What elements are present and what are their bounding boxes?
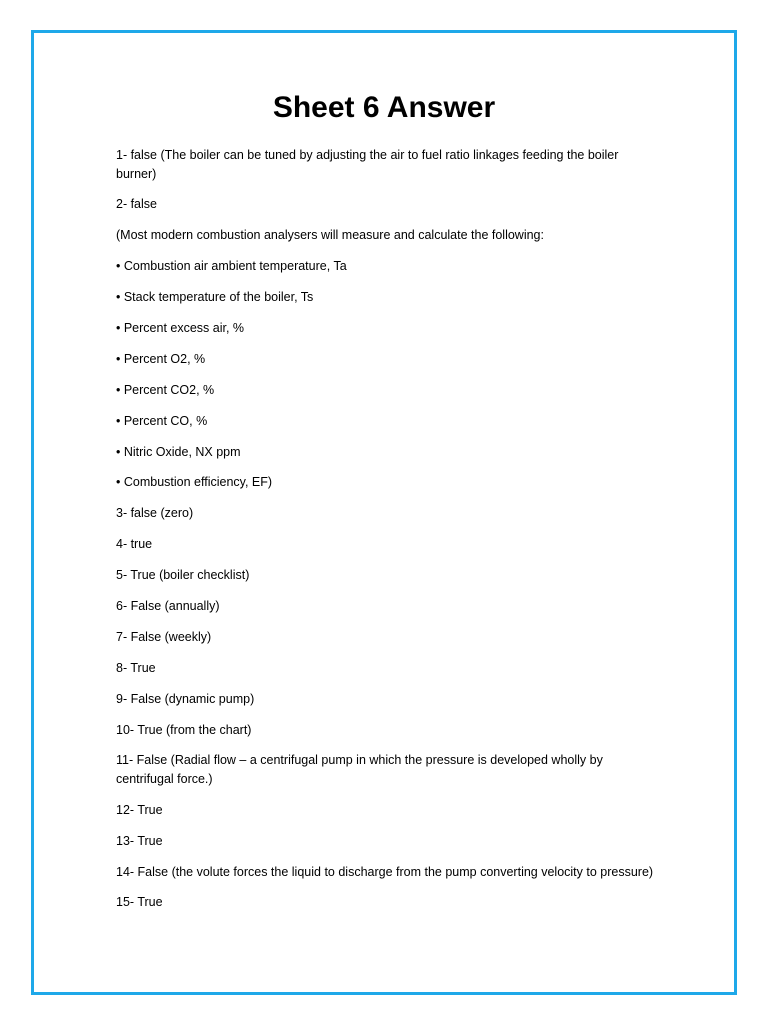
bullet-line: • Percent excess air, % [116,320,245,335]
answer-line: 13- True [116,833,163,848]
bullet-line: • Combustion efficiency, EF) [116,475,273,490]
page-title: Sheet 6 Answer [272,91,496,124]
answer-line: 8- True [116,660,156,675]
answer-line: 12- True [116,802,163,817]
bullet-line: • Nitric Oxide, NX ppm [116,444,241,459]
page-border-underline [31,994,737,995]
answer-line: 6- False (annually) [116,598,220,613]
answer-line: 2- false [116,197,157,212]
bullet-line: • Percent CO, % [116,413,208,428]
answer-line: 10- True (from the chart) [116,722,252,737]
answer-line: 9- False (dynamic pump) [116,691,255,706]
answer-line: 15- True [116,895,163,910]
bullet-line: • Percent O2, % [116,351,206,366]
bullet-line: • Stack temperature of the boiler, Ts [116,290,314,305]
answer-line: 5- True (boiler checklist) [116,568,250,583]
answer-line: 11- False (Radial flow – a centrifugal pump in which the pressure is developed wholly by centrifugal force.) [116,753,603,786]
answer-list [116,146,656,924]
answer-line: (Most modern combustion analysers will measure and calculate the following: [116,228,544,243]
answer-line: 3- false (zero) [116,506,194,521]
answer-line: 1- false (The boiler can be tuned by adjusting the air to fuel ratio linkages feeding the boiler burner) [116,148,619,181]
answer-line: 7- False (weekly) [116,629,212,644]
bullet-line: • Combustion air ambient temperature, Ta [116,259,347,274]
bullet-line: • Percent CO2, % [116,382,215,397]
answer-line: 4- true [116,537,153,552]
answer-line: 14- False (the volute forces the liquid to discharge from the pump converting velocity to pressure) [116,864,654,879]
